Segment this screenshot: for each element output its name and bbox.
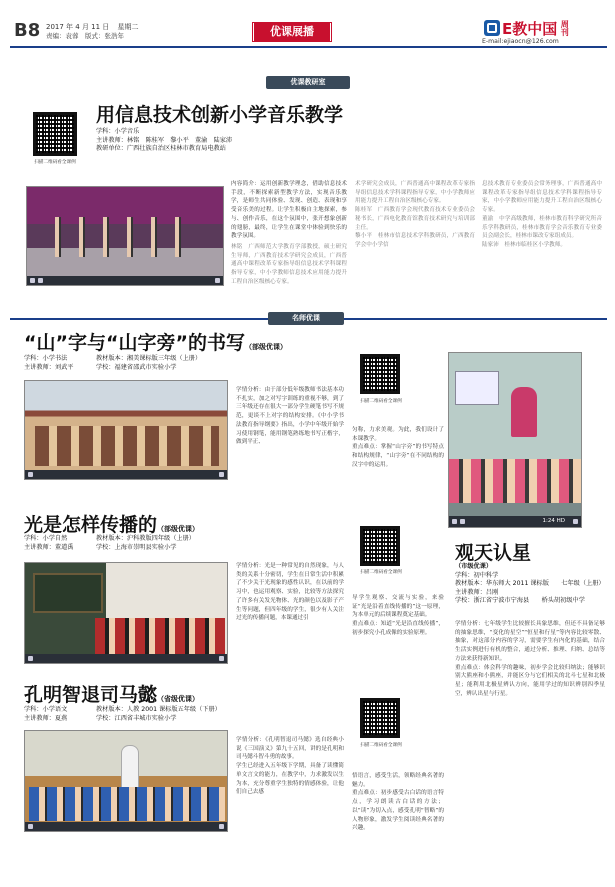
lesson4-para3: 悟语言，感受生活，领略经典名著的魅力。 [352,773,444,788]
editors-line: 责编：袁蓉 版式：张浩年 [46,32,124,40]
lesson1-school: 学校：福建省邵武市实验小学 [96,363,177,371]
banner-research: 优课教研室 [266,76,350,89]
lesson3-subject: 学科：初中科学 [455,571,499,579]
lesson4-qr[interactable] [360,698,400,738]
blackboard [33,573,103,613]
lesson2-title [24,510,199,537]
intro-col1 [231,180,347,286]
lesson3-controls[interactable] [449,516,581,527]
lesson3-school: 学校：浙江省宁波市宁海县 桥头胡初级中学 [455,597,585,605]
lesson4-teacher: 主讲教师：夏燕 [24,714,68,722]
lesson4-title [24,680,199,707]
play-icon[interactable] [28,656,33,661]
qr-caption: 扫描二维码看全课例 [34,160,76,165]
lesson4-para2: 学生已经进入五年级下学期，具备了读懂简单文言文的能力，在教学中，力求激发以生为本，充分尊重学生独特的情感体验，让他们自己去感 [236,763,344,796]
lesson2-qr[interactable] [360,526,400,566]
lesson3-textbook: 教材版本：华东师大 2011 课标版 七年级（上册） [455,580,605,588]
unit-line: 教研单位：广西壮族自治区桂林市教育局电教站 [96,145,226,153]
lesson1-teacher: 主讲教师：刘武平 [24,363,74,371]
projector-screen [455,371,499,405]
lesson4-focus: 重点难点：初步感受古白话的语言特点，学习朗读古白话的方法；以“读”为切入点，感受孔明“智略”的人物形象，激发学生阅读经典名著的兴趣。 [352,790,444,832]
lesson4-controls[interactable] [25,822,227,831]
lesson1-textbook: 教材版本：湘美课标版三年级（上册） [96,355,202,362]
intro-text: 内容简介：运用创新教学理念，借助信息技术手段，不断探索新型教学方法，实现音乐教学，是师生共同体验、发现、创造、表现和享受音乐美的过程。让学生积极自主地探索，参与、创作音乐，在这个氛围中，张开想象创新的翅膀，最终，让学生在课堂中体验到快乐的教学氛围。 [231,181,347,240]
lesson1-body-b [352,426,444,470]
teacher-figure [121,745,139,789]
fullscreen-icon[interactable] [573,519,578,524]
brand-icon [484,20,500,36]
lesson1-title-text: “山”字与“山字旁”的书写 [24,332,245,354]
lesson4-textbook: 教材版本：人教 2001 课标版五年级（下册） [96,706,221,713]
video-player[interactable] [26,186,224,286]
lesson4-body-b [352,772,444,833]
lesson1-title [24,328,287,355]
pause-icon[interactable] [460,519,465,524]
fullscreen-icon[interactable] [219,824,224,829]
intro-col2 [355,180,475,250]
play-icon[interactable] [452,519,457,524]
brand-name: E教中国 [502,19,558,38]
lesson2-focus: 重点难点：知道“光是沿直线传播”，初步探究小孔成像的实验原理。 [352,621,444,636]
lesson4-school: 学校：江西省丰城市实验小学 [96,714,177,722]
lesson2-para2: 导学生观察、交流与实验，来验证“光是沿着直线传播的”这一原理，为本单元的后续课程奠定基础。 [352,595,444,619]
lesson2-body-b [352,594,444,638]
lesson2-teacher: 主讲教师：董道禹 [24,543,74,551]
lesson3-focus: 重点难点：体会科学的趣味，初步学会比较归纳法；能够识别大熊座和小熊座，并能区分与它们相关的北斗七星和北极星；能利用北极星辨认方向，能用学过的知识辨别四季星空，辨认出星与行星。 [455,664,605,697]
lesson2-video[interactable] [24,562,228,664]
section-title-text: 优课展播 [254,23,330,41]
lesson2-subject: 学科：小学自然 [24,535,68,542]
bio-dong: 董渝 中学高级教师，桂林市教育科学研究所音乐学科教研员，桂林市教育学会音乐教育专业委员会副会长，桂林市课改专家组成员。 [482,215,602,240]
lesson1-qr[interactable] [360,354,400,394]
lesson3-para1: 学情分析：七年级学生比较擅长具象思维，但还不具备足够的抽象思维，“变化的星空”“恒星和行星”等内容比较零散、抽象，对这部分内容的学习，需要学生有内化的基础，结合生活实例进行有机的整合，通过分析、推理、归纳、总结等方法来获得新知识。 [455,621,605,662]
stage-group [45,217,195,257]
lesson4-body-a [236,736,344,797]
classroom-students [29,787,225,821]
bio-continued: 术学研究会成员，广西普通高中课程改革专家指导组信息技术学科课程指导专家，中小学教师应用能力提升工程自治区级核心专家。 [355,181,475,205]
play-icon[interactable] [28,824,33,829]
lesson1-para2: 匀称，力求美观。为此，我们设计了本课教学。 [352,427,444,442]
lesson3-teacher: 主讲教师：吕刚 [455,588,499,596]
header-rule [10,46,607,48]
lesson3-level: （市级优课） [455,563,493,570]
lesson2-controls[interactable] [25,654,227,663]
article-meta [96,128,232,154]
subject-line: 学科：小学音乐 [96,128,140,135]
lesson2-level: （部级优课） [157,525,200,533]
bio-lin: 林铭 广西师范大学教育学部教授，硕士研究生导师，广西教育技术学研究会成员，广西普通高中课程改革专家指导组信息技术学科课程指导专家，中小学教师信息技术应用能力提升工程自治区级核心专家。 [231,243,347,285]
bio-lu: 陆家沛 桂林市临桂区小学教师。 [482,241,566,248]
bio-li: 黎小平 桂林市信息技术学科教研员，广西教育学会中小学信 [355,233,475,248]
teacher-figure [511,387,537,437]
lesson4-para1: 学情分析：《孔明智退司马懿》选自经典小说《三国演义》第九十五回，讲的是孔明和司马懿斗智斗勇的故事。 [236,737,344,761]
brand-logo [484,17,570,39]
article-title: 用信息技术创新小学音乐教学 [96,104,344,126]
brand-weekly: 周刊 [560,20,570,36]
classroom-students [95,618,225,654]
lesson1-level: （部级优课） [244,343,287,351]
video-time: 1:24 HD [542,518,565,524]
bio-li-cont: 息技术教育专业委员会常务理事，广西普通高中课程改革专家指导组信息技术学科课程指导专家，中小学教师应用能力提升工程自治区级核心专家。 [482,181,602,214]
lesson1-subject: 学科：小学书法 [24,355,68,362]
fullscreen-icon[interactable] [219,656,224,661]
video-controls[interactable] [27,276,223,285]
lesson2-title-text: 光是怎样传播的 [24,514,158,536]
bio-chen: 陈桂军 广西教育学会现代教育技术专业委员会秘书长，广西电化教育馆教育技术研究与培训部主任。 [355,207,475,231]
pause-icon[interactable] [38,278,43,283]
lesson1-body-a: 学情分析：由于部分低年级教师书法基本功不扎实，加之对写字训练的重视不够，到了三年级还存在很大一部分学生硬笔书写不规范，更谈不上对字的结构安排。《中小学书法教育指导纲要》指出，小学中年级开始学习使用钢笔，能用钢笔熟练地书写正楷字，做到平正、 [236,387,344,446]
section-title [252,22,332,42]
lesson1-meta [24,355,354,372]
lesson1-focus: 重点难点：掌握“山字旁”的书写特点和结构规律，“山字旁”在不同结构的汉字中的运用。 [352,444,444,468]
lesson4-video[interactable] [24,730,228,832]
weekday-text: 星期二 [117,23,139,31]
page-number: B8 [14,20,41,41]
play-icon[interactable] [28,472,33,477]
lesson2-meta [24,535,354,552]
lesson1-qr-caption: 扫描二维码看全课例 [360,399,402,404]
lesson3-meta [455,563,605,606]
students-row [449,459,582,503]
qr-code[interactable] [33,112,77,156]
play-icon[interactable] [30,278,35,283]
lesson4-meta [24,706,354,723]
page-header [0,0,615,46]
classroom-desks [35,426,219,466]
banner-teachers: 名师优课 [268,312,344,325]
lesson1-controls[interactable] [25,470,227,479]
lesson2-school: 学校：上海市崇明县实验小学 [96,543,177,551]
lesson2-body-a: 学情分析：光是一种常见的自然现象，与人类的关系十分密切，学生在日常生活中积累了不少关于光现象的感性认识，在以前的学习中，也运用观察、实验，比较等方法探究了许多有关发光物体、光的颜色以及影子产生等问题，但四年级的学生，很少有人关注过光的传播问题，本课通过引 [236,563,344,622]
fullscreen-icon[interactable] [219,472,224,477]
lesson3-video[interactable] [448,352,582,528]
lesson4-level: （省级优课） [157,695,200,703]
lesson2-textbook: 教材版本：沪科教版四年级（上册） [96,535,195,542]
lesson2-qr-caption: 扫描二维码看全课例 [360,570,402,575]
lesson3-body [455,620,605,698]
lesson3-title: 观天认星 [455,542,532,564]
intro-col3 [482,180,602,250]
fullscreen-icon[interactable] [215,278,220,283]
lesson1-video[interactable] [24,380,228,480]
teachers-line: 主讲教师：林铭 陈桂军 黎小平 董渝 陆家沛 [96,136,233,144]
lesson4-qr-caption: 扫描二维码看全课例 [360,743,402,748]
date-text: 2017 年 4 月 11 日 [46,23,110,31]
contact-email: E-mail:ejiaocn@126.com [482,38,559,45]
lesson4-subject: 学科：小学语文 [24,706,68,713]
lesson4-title-text: 孔明智退司马懿 [24,684,158,706]
